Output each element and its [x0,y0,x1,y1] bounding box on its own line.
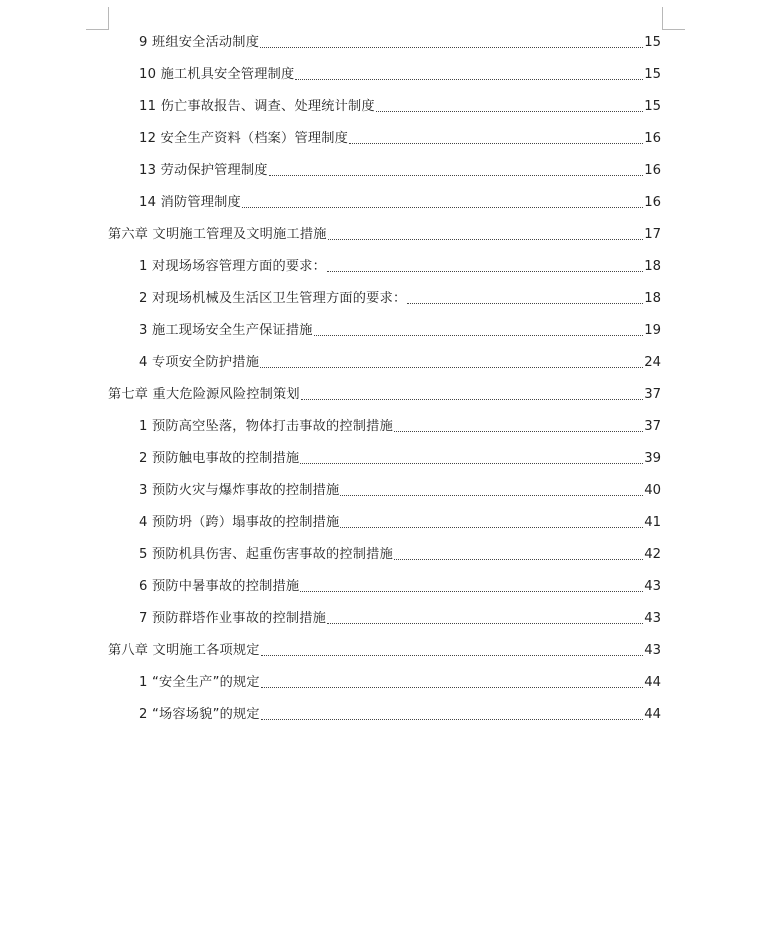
toc-entry-page-number: 37 [644,419,661,434]
toc-entry-title: 1 “安全生产”的规定 [139,675,260,690]
toc-dot-leader [242,206,643,208]
toc-entry[interactable] [139,512,661,532]
toc-entry-page-number: 44 [644,675,661,690]
toc-entry[interactable] [139,704,661,724]
toc-dot-leader [349,142,643,144]
toc-entry[interactable] [139,32,661,52]
toc-entry[interactable] [139,64,661,84]
toc-entry-title: 2 “场容场貌”的规定 [139,707,260,722]
toc-entry-title: 7 预防群塔作业事故的控制措施 [139,611,327,626]
toc-dot-leader [300,590,643,592]
toc-entry[interactable] [108,384,661,404]
toc-entry-page-number: 43 [644,643,661,658]
toc-entry-title: 12 安全生产资料（档案）管理制度 [139,131,348,146]
toc-entry-title: 3 施工现场安全生产保证措施 [139,323,313,338]
toc-entry-title: 11 伤亡事故报告、调查、处理统计制度 [139,99,375,114]
toc-entry-page-number: 39 [644,451,661,466]
top-left-margin-mark [86,7,109,30]
toc-entry-page-number: 16 [644,163,661,178]
toc-entry[interactable] [139,320,661,340]
toc-dot-leader [295,78,643,80]
toc-dot-leader [300,462,643,464]
toc-entry-title: 4 预防坍（跨）塌事故的控制措施 [139,515,340,530]
toc-dot-leader [340,526,643,528]
toc-dot-leader [269,174,644,176]
toc-entry-page-number: 40 [644,483,661,498]
toc-entry-page-number: 16 [644,131,661,146]
toc-entry-page-number: 19 [644,323,661,338]
toc-dot-leader [260,366,643,368]
toc-dot-leader [340,494,643,496]
toc-entry[interactable] [139,192,661,212]
toc-entry-title: 第七章 重大危险源风险控制策划 [108,387,300,402]
toc-dot-leader [328,238,644,240]
top-right-margin-mark [662,7,685,30]
toc-entry-title: 2 对现场机械及生活区卫生管理方面的要求： [139,291,407,306]
toc-entry-page-number: 43 [644,611,661,626]
toc-entry-title: 6 预防中暑事故的控制措施 [139,579,300,594]
toc-entry-page-number: 17 [644,227,661,242]
toc-entry[interactable] [139,288,661,308]
toc-entry-page-number: 43 [644,579,661,594]
toc-entry-page-number: 24 [644,355,661,370]
toc-entry-title: 4 专项安全防护措施 [139,355,260,370]
toc-entry-page-number: 15 [644,99,661,114]
toc-entry-page-number: 37 [644,387,661,402]
toc-entry[interactable] [139,160,661,180]
toc-entry[interactable] [139,96,661,116]
toc-entry-title: 13 劳动保护管理制度 [139,163,268,178]
toc-entry-title: 第六章 文明施工管理及文明施工措施 [108,227,327,242]
toc-dot-leader [261,718,643,720]
toc-entry[interactable] [139,576,661,596]
toc-entry-title: 1 预防高空坠落，物体打击事故的控制措施 [139,419,393,434]
toc-entry[interactable] [139,672,661,692]
toc-entry-title: 10 施工机具安全管理制度 [139,67,295,82]
toc-dot-leader [301,398,643,400]
toc-entry[interactable] [139,544,661,564]
toc-dot-leader [261,654,644,656]
toc-entry-page-number: 15 [644,67,661,82]
toc-entry[interactable] [108,640,661,660]
toc-entry-title: 1 对现场场容管理方面的要求： [139,259,327,274]
toc-entry[interactable] [139,128,661,148]
toc-dot-leader [327,270,643,272]
toc-dot-leader [394,430,643,432]
toc-entry-page-number: 16 [644,195,661,210]
toc-entry[interactable] [108,224,661,244]
toc-dot-leader [314,334,644,336]
toc-entry-title: 第八章 文明施工各项规定 [108,643,260,658]
toc-entry-title: 5 预防机具伤害、起重伤害事故的控制措施 [139,547,393,562]
toc-dot-leader [327,622,643,624]
toc-dot-leader [376,110,643,112]
toc-entry[interactable] [139,448,661,468]
toc-entry-page-number: 41 [644,515,661,530]
toc-entry[interactable] [139,416,661,436]
toc-entry-page-number: 18 [644,259,661,274]
toc-dot-leader [407,302,643,304]
toc-entry[interactable] [139,352,661,372]
toc-entry[interactable] [139,480,661,500]
toc-entry[interactable] [139,256,661,276]
toc-entry-title: 14 消防管理制度 [139,195,241,210]
toc-entry[interactable] [139,608,661,628]
toc-entry-page-number: 44 [644,707,661,722]
toc-dot-leader [261,686,643,688]
toc-entry-page-number: 15 [644,35,661,50]
toc-entry-title: 2 预防触电事故的控制措施 [139,451,300,466]
toc-entry-page-number: 18 [644,291,661,306]
toc-dot-leader [260,46,643,48]
toc-entry-title: 3 预防火灾与爆炸事故的控制措施 [139,483,340,498]
toc-entry-page-number: 42 [644,547,661,562]
toc-entry-title: 9 班组安全活动制度 [139,35,260,50]
toc-dot-leader [394,558,643,560]
